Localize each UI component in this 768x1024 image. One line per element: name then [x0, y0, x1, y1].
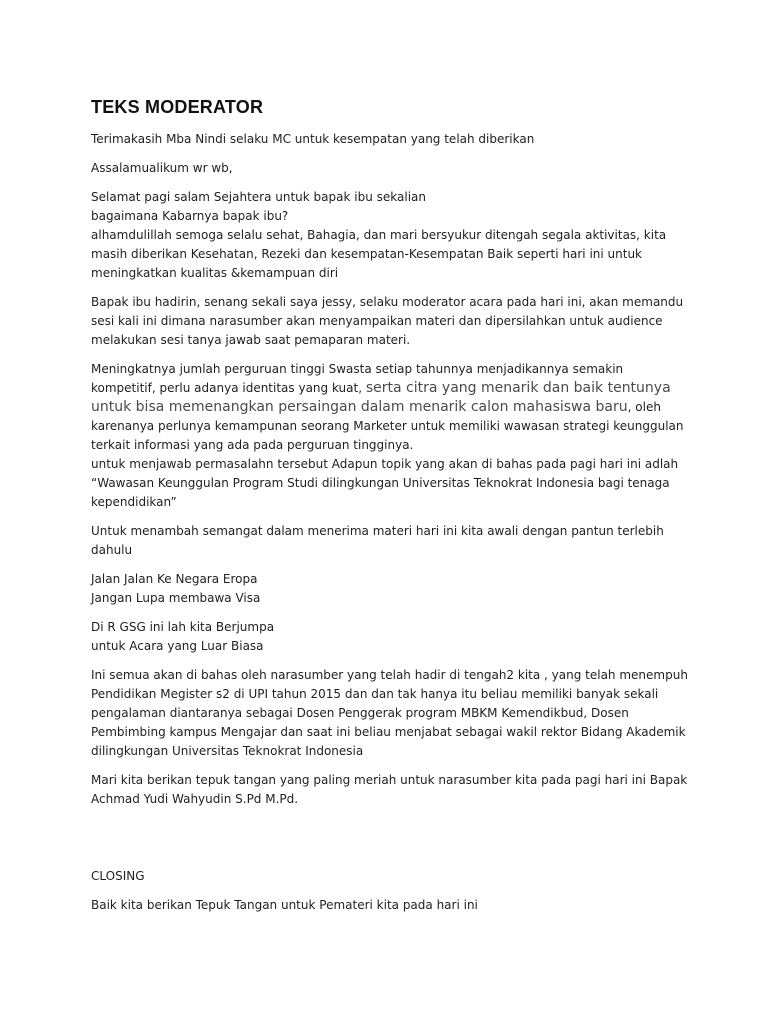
greeting-line-1: Selamat pagi salam Sejahtera untuk bapak ibu sekalian — [91, 190, 426, 204]
topic-text-d: untuk menjawab permasalahn tersebut Adapun topik yang akan di bahas pada pagi hari ini adlah “Wawasan Keunggulan Program Studi dilingkungan Universitas Teknokrat Indonesia bagi tenaga kependidikan” — [91, 457, 679, 509]
pantun-line: Jalan Jalan Ke Negara Eropa — [91, 572, 258, 586]
paragraph-speaker: Ini semua akan di bahas oleh narasumber yang telah hadir di tengah2 kita , yang telah menempuh Pendidikan Megister s2 di UPI tahun 2015 dan dan tak hanya itu beliau memiliki banyak sekali pengalaman diantaranya sebagai Dosen Penggerak program MBKM Kemendikbud, Dosen Pembimbing kampus Mengajar dan saat ini beliau menjabat sebagai wakil rektor Bidang Akademik dilingkungan Universitas Teknokrat Indonesia — [91, 668, 688, 758]
pantun-stanza-1 — [91, 570, 691, 608]
paragraph-applause: Mari kita berikan tepuk tangan yang paling meriah untuk narasumber kita pada pagi hari ini Bapak Achmad Yudi Wahyudin S.Pd M.Pd. — [91, 773, 688, 806]
topic-text-b: serta citra yang menarik dan baik tentunya untuk bisa memenangkan persaingan dalam menarik calon mahasiswa baru — [91, 380, 671, 415]
paragraph-greeting — [91, 188, 691, 283]
pantun-stanza-2 — [91, 618, 691, 656]
pantun-line: Di R GSG ini lah kita Berjumpa — [91, 620, 275, 634]
spacer — [91, 819, 691, 867]
paragraph-pantun-intro: Untuk menambah semangat dalam menerima materi hari ini kita awali dengan pantun terlebih dahulu — [91, 524, 664, 557]
paragraph-thanks: Terimakasih Mba Nindi selaku MC untuk kesempatan yang telah diberikan — [91, 132, 535, 146]
topic-text-a: Meningkatnya jumlah perguruan tinggi Swasta setiap tahunnya menjadikannya semakin kompetitif, perlu adanya identitas yang kuat, — [91, 362, 624, 395]
closing-heading: CLOSING — [91, 869, 145, 883]
paragraph-closing: Baik kita berikan Tepuk Tangan untuk Pemateri kita pada hari ini — [91, 898, 478, 912]
pantun-line: untuk Acara yang Luar Biasa — [91, 639, 264, 653]
paragraph-moderator-intro: Bapak ibu hadirin, senang sekali saya jessy, selaku moderator acara pada hari ini, akan memandu sesi kali ini dimana narasumber akan menyampaikan materi dan dipersilahkan untuk audience melakukan sesi tanya jawab saat pemaparan materi. — [91, 295, 684, 347]
document-title: TEKS MODERATOR — [91, 97, 264, 117]
paragraph-salam: Assalamualikum wr wb, — [91, 161, 233, 175]
document-page — [91, 96, 691, 925]
pantun-line: Jangan Lupa membawa Visa — [91, 591, 261, 605]
paragraph-topic — [91, 360, 691, 512]
topic-text-c: , oleh karenanya perlunya kemampunan seorang Marketer untuk memiliki wawasan strategi keunggulan terkait informasi yang ada pada perguruan tingginya. — [91, 400, 684, 452]
greeting-line-2: bagaimana Kabarnya bapak ibu? — [91, 209, 289, 223]
greeting-line-3: alhamdulillah semoga selalu sehat, Bahagia, dan mari bersyukur ditengah segala aktivitas, kita masih diberikan Kesehatan, Rezeki dan kesempatan-Kesempatan Baik seperti hari ini untuk meningkatkan kualitas &kemampuan diri — [91, 228, 667, 280]
